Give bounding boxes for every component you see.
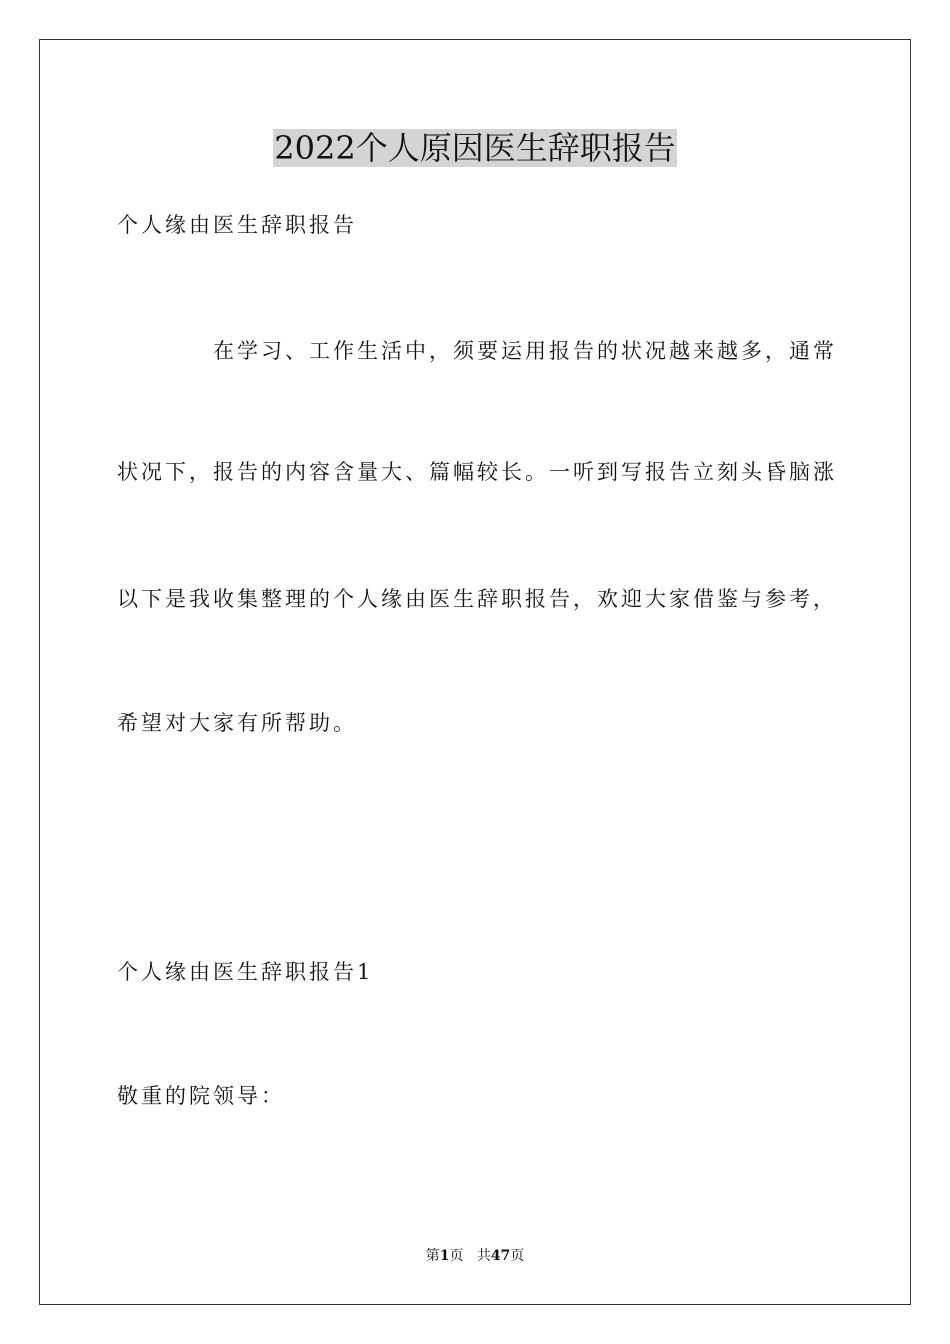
- document-title-text: 2022个人原因医生辞职报告: [274, 129, 676, 167]
- footer-page-suffix: 页: [449, 1248, 464, 1264]
- footer-total-pages: 47: [490, 1248, 511, 1264]
- salutation: 敬重的院领导：: [117, 1084, 285, 1108]
- paragraph-heading: 个人缘由医生辞职报告: [117, 213, 357, 237]
- footer-total-prefix: 共: [476, 1248, 491, 1264]
- paragraph-line: 状况下，报告的内容含量大、篇幅较长。一听到写报告立刻头昏脑涨: [117, 460, 837, 484]
- paragraph-line: 希望对大家有所帮助。: [117, 711, 357, 735]
- paragraph-line: 以下是我收集整理的个人缘由医生辞职报告，欢迎大家借鉴与参考，: [117, 587, 837, 611]
- footer-page-number: 1: [439, 1248, 450, 1264]
- page-footer: [0, 1247, 950, 1265]
- section-heading: 个人缘由医生辞职报告1: [117, 960, 374, 984]
- footer-page-prefix: 第: [425, 1248, 440, 1264]
- paragraph-line: 在学习、工作生活中，须要运用报告的状况越来越多，通常: [213, 339, 837, 363]
- document-title: [0, 128, 950, 168]
- footer-total-suffix: 页: [510, 1248, 525, 1264]
